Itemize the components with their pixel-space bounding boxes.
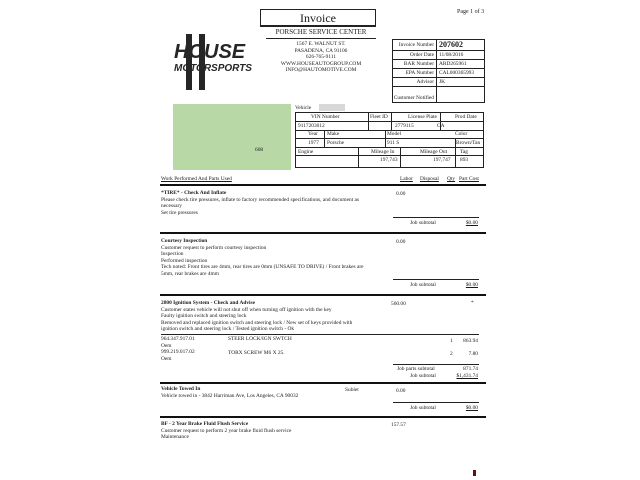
job-line: Customer request to perform 2 year brake fluid flush service [161, 427, 292, 434]
job-line: Set tire pressures [161, 209, 198, 216]
job-line: Customer states vehicle will not shut off when turning off ignition with the key [161, 306, 332, 313]
advisor-label: Advisor [416, 79, 434, 85]
part-qty: 2 [450, 351, 453, 357]
model: 911 S [387, 140, 400, 146]
job-subtotal: $0.00 [465, 220, 478, 226]
job-title: Courtesy Inspection [161, 238, 208, 244]
job-line: Tech noted: Front tires are 4mm, rear tires are 0mm (UNSAFE TO DRIVE) / Front brakes are [161, 264, 364, 271]
tag: 893 [460, 157, 469, 163]
disposal-header: Disposal [420, 176, 439, 182]
part-row [161, 336, 195, 349]
part-row [161, 349, 195, 362]
job-parts-subtotal: 871.74 [463, 366, 478, 372]
job-labor: 0.00 [396, 239, 406, 245]
job-subtotal: $0.00 [465, 282, 478, 288]
job-subtotal: $0.00 [465, 405, 478, 411]
part-cost: 7.80 [468, 351, 478, 357]
job-subtotal: $1,431.74 [456, 373, 478, 379]
job-labor: 0.00 [396, 191, 406, 197]
year-label: Year [308, 131, 318, 137]
logo-graphic [172, 30, 252, 90]
logo-top-text: HOUSE [174, 41, 246, 63]
job-labor: 157.57 [391, 422, 406, 428]
job-sublet: Sublet [345, 387, 359, 393]
logo-bottom-text: MOTORSPORTS [174, 63, 252, 74]
job-subtotal-label: Job subtotal [410, 373, 436, 379]
company-phone: 626-765-9111 [305, 54, 337, 61]
part-description: TORX SCREW M6 X 25. [228, 350, 285, 356]
invoice-title: Invoice [300, 11, 336, 25]
part-description: STEER LOCK/IGN SWTCH [228, 336, 292, 342]
company-name: PORSCHE SERVICE CENTER [275, 28, 367, 36]
tag-label: Tag [460, 149, 469, 155]
make-label: Make [327, 131, 340, 137]
job-line: Inspection [161, 251, 184, 258]
job-flag: * [471, 300, 474, 306]
company-website: WWW.HOUSEAUTOGROUP.COM [280, 60, 362, 67]
vin-label: VIN Number [311, 114, 340, 120]
model-label: Model [387, 131, 402, 137]
customer-notified-label: Customer Notified [393, 95, 434, 101]
mileage-out-label: Mileage Out [420, 149, 448, 155]
job-parts-subtotal-label: Job parts subtotal [397, 366, 435, 372]
advisor: JK [439, 79, 445, 85]
company-email: INFO@HAUTOMOTIVE.COM [285, 67, 357, 74]
part-cost-header: Part Cost [459, 176, 479, 182]
fleet-label: Fleet ID [370, 114, 388, 120]
job-courtesy-inspection [161, 238, 391, 278]
bar-number: ARD265961 [439, 61, 467, 67]
job-labor: 0.00 [396, 388, 406, 394]
part-qty: 1 [450, 338, 453, 344]
mileage-out: 197,747 [433, 157, 451, 163]
job-tire-check [161, 190, 481, 216]
year: 1977 [308, 140, 319, 146]
job-line: ignition switch and steering lock / Tested ignition switch - Ok [161, 326, 295, 333]
job-line: Faulty ignition switch and steering lock [161, 313, 247, 320]
prod-date-label: Prod Date [455, 114, 477, 120]
job-title: 2800 Ignition System - Check and Advise [161, 300, 256, 306]
labor-header: Labor [400, 176, 413, 182]
order-date-label: Order Date [409, 52, 434, 58]
invoice-title-box [260, 9, 376, 27]
bar-number-label: BAR Number [403, 61, 434, 67]
job-line: Maintenance [161, 434, 189, 441]
company-address1: 1567 E. WALNUT ST. [296, 41, 346, 47]
part-note: Oem [161, 355, 172, 362]
job-line: 5mm, rear brakes are 4mm [161, 270, 219, 277]
plate: 2779115 [395, 123, 414, 129]
job-line: Performed inspection [161, 257, 208, 264]
mileage-in: 197,743 [380, 157, 398, 163]
house-motorsports-logo [172, 30, 252, 90]
color-label: Color [455, 131, 468, 137]
job-line: Removed and replaced ignition switch and steering lock / New set of keys provided with [161, 319, 353, 326]
color: Brown/Tan [456, 140, 481, 146]
part-note: Oem [161, 342, 172, 349]
page-number: Page 1 of 3 [457, 9, 485, 15]
redacted-customer-block [173, 104, 291, 170]
job-labor: 560.00 [391, 301, 406, 307]
job-line: Customer request to perform courtesy inspection [161, 244, 267, 251]
state: CA [437, 123, 445, 129]
job-title: BF - 2 Year Brake Fluid Flush Service [161, 421, 249, 427]
epa-number: CAL000365993 [439, 70, 475, 76]
job-line: Vehicle towed in - 3842 Harriman Ave, Los Angeles, CA 90032 [161, 392, 299, 399]
job-title: Vehicle Towed In [161, 386, 201, 392]
vehicle-label: Vehicle [295, 105, 312, 111]
vin: 9117203012 [298, 123, 325, 129]
plate-label: License Plate [408, 114, 437, 120]
part-number: 999.219.017.02 [161, 349, 195, 355]
job-line: necessary [161, 203, 182, 210]
job-line: Please check tire pressures, inflate to factory recommended specifications, and document as [161, 196, 360, 203]
company-address2: PASADENA, CA 91106 [294, 47, 348, 54]
engine-label: Engine [298, 149, 314, 155]
work-performed-header: Work Performed And Parts Used [161, 176, 232, 182]
part-cost: 863.94 [463, 338, 478, 344]
ink-mark [473, 470, 476, 476]
job-subtotal-label: Job subtotal [410, 282, 436, 288]
order-date: 11/08/2016 [439, 52, 464, 58]
job-subtotal-label: Job subtotal [410, 405, 436, 411]
job-subtotal-label: Job subtotal [410, 220, 436, 226]
job-brake-fluid-flush [161, 421, 391, 441]
redacted-vehicle-name [319, 104, 345, 111]
company-info [262, 28, 380, 74]
job-ignition-system [161, 300, 391, 333]
qty-header: Qty [447, 176, 456, 182]
customer-fragment: 608 [255, 147, 264, 153]
part-number: 964.347.917.01 [161, 336, 195, 342]
make: Porsche [327, 140, 345, 146]
invoice-number-label: Invoice Number [398, 42, 434, 48]
mileage-in-label: Mileage In [371, 149, 395, 155]
job-title: *TIRE* - Check And Inflate [161, 190, 227, 196]
epa-number-label: EPA Number [405, 70, 434, 76]
invoice-number: 207602 [439, 40, 463, 49]
